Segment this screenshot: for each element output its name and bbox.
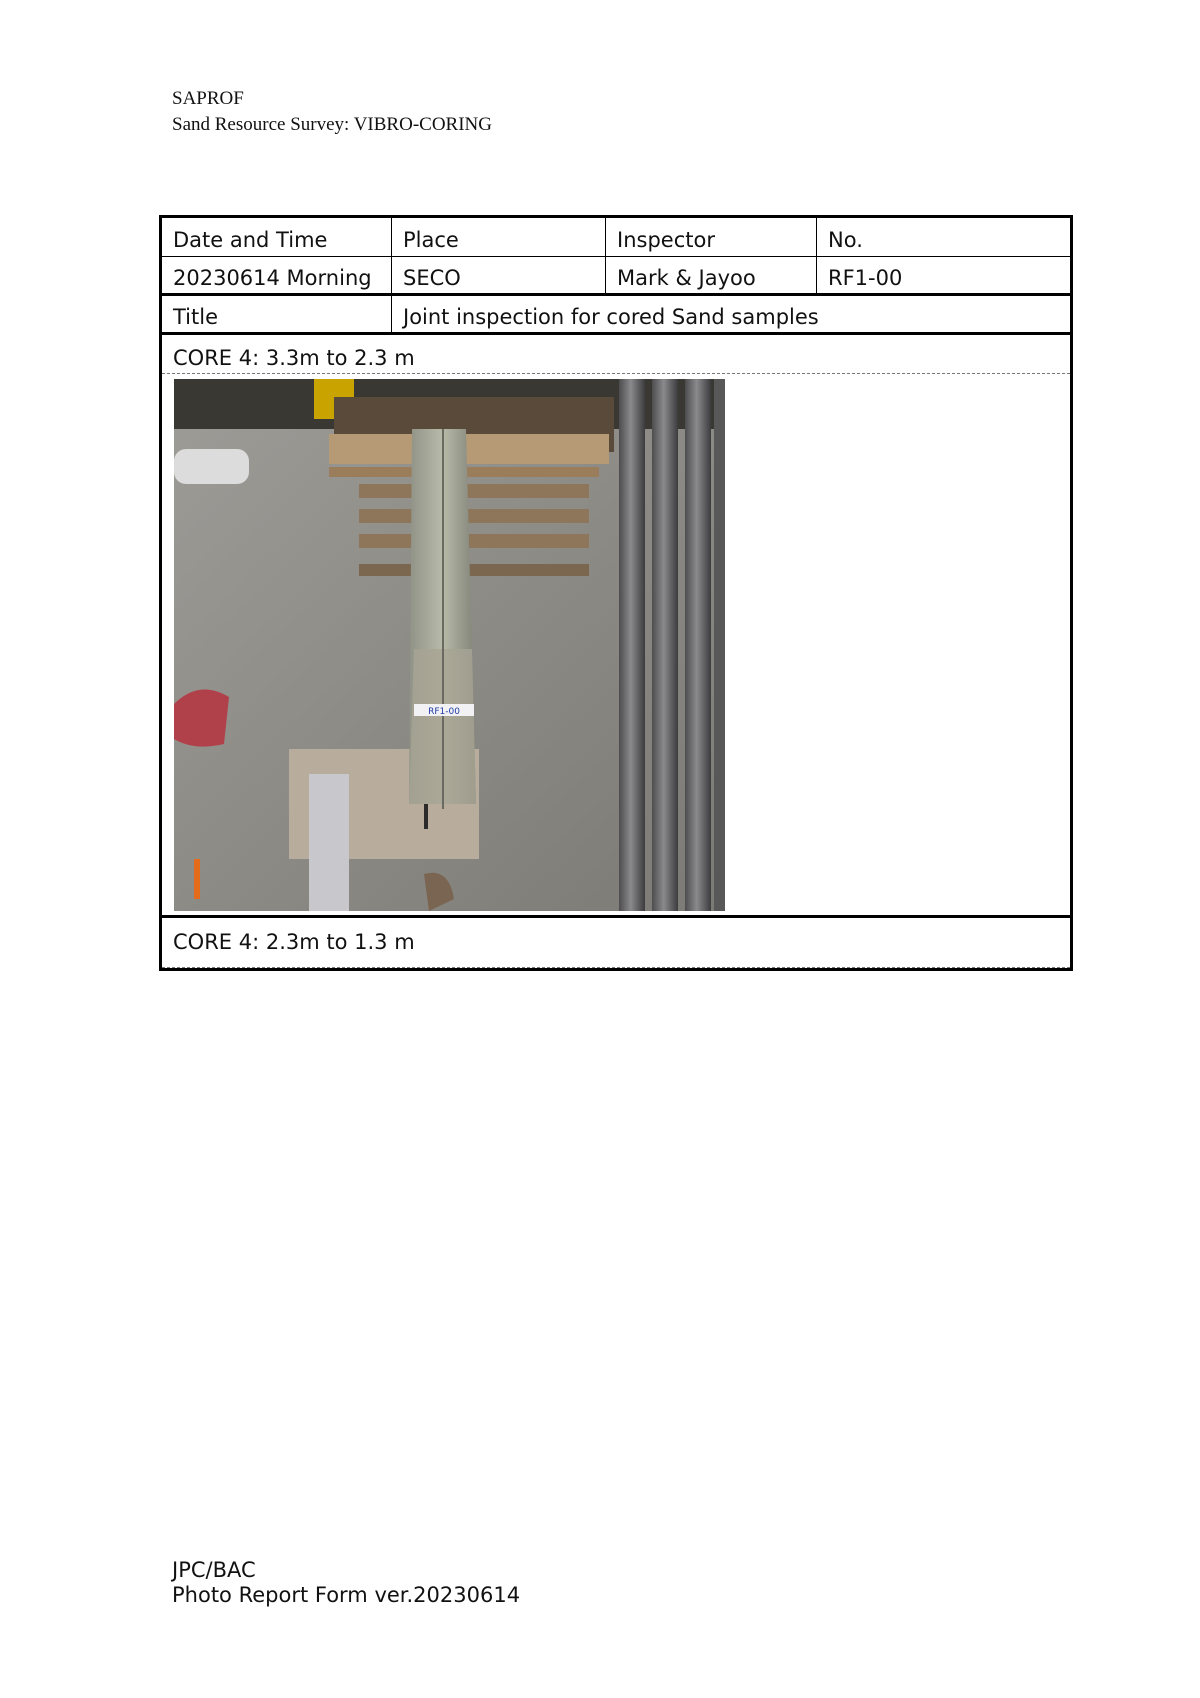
footer-org: JPC/BAC xyxy=(172,1558,256,1582)
form-title-row xyxy=(162,296,1070,335)
form-header-row xyxy=(162,218,1070,257)
inspector-value: Mark & Jayoo xyxy=(606,257,817,293)
footer-form-version: Photo Report Form ver.20230614 xyxy=(172,1583,521,1607)
date-time-header: Date and Time xyxy=(162,218,392,256)
title-value: Joint inspection for cored Sand samples xyxy=(403,305,819,329)
page-header xyxy=(172,86,492,138)
section-label-core4-lower: CORE 4: 2.3m to 1.3 m xyxy=(162,918,1070,968)
place-value: SECO xyxy=(392,257,606,293)
photo-report-form xyxy=(159,215,1073,971)
page-footer xyxy=(172,1558,520,1608)
header-survey-title: Sand Resource Survey: VIBRO-CORING xyxy=(172,114,492,135)
photo-sample-tag: RF1-00 xyxy=(428,707,460,717)
photo-frame xyxy=(162,374,1070,918)
number-value: RF1-00 xyxy=(828,266,903,290)
form-value-row xyxy=(162,257,1070,296)
date-time-value: 20230614 Morning xyxy=(162,257,392,293)
title-label: Title xyxy=(162,296,392,332)
header-org: SAPROF xyxy=(172,88,244,109)
inspector-header: Inspector xyxy=(606,218,817,256)
core-sample-photo xyxy=(174,379,725,911)
section-label-core4-upper: CORE 4: 3.3m to 2.3 m xyxy=(162,335,1070,374)
place-header: Place xyxy=(392,218,606,256)
number-header: No. xyxy=(828,228,863,252)
